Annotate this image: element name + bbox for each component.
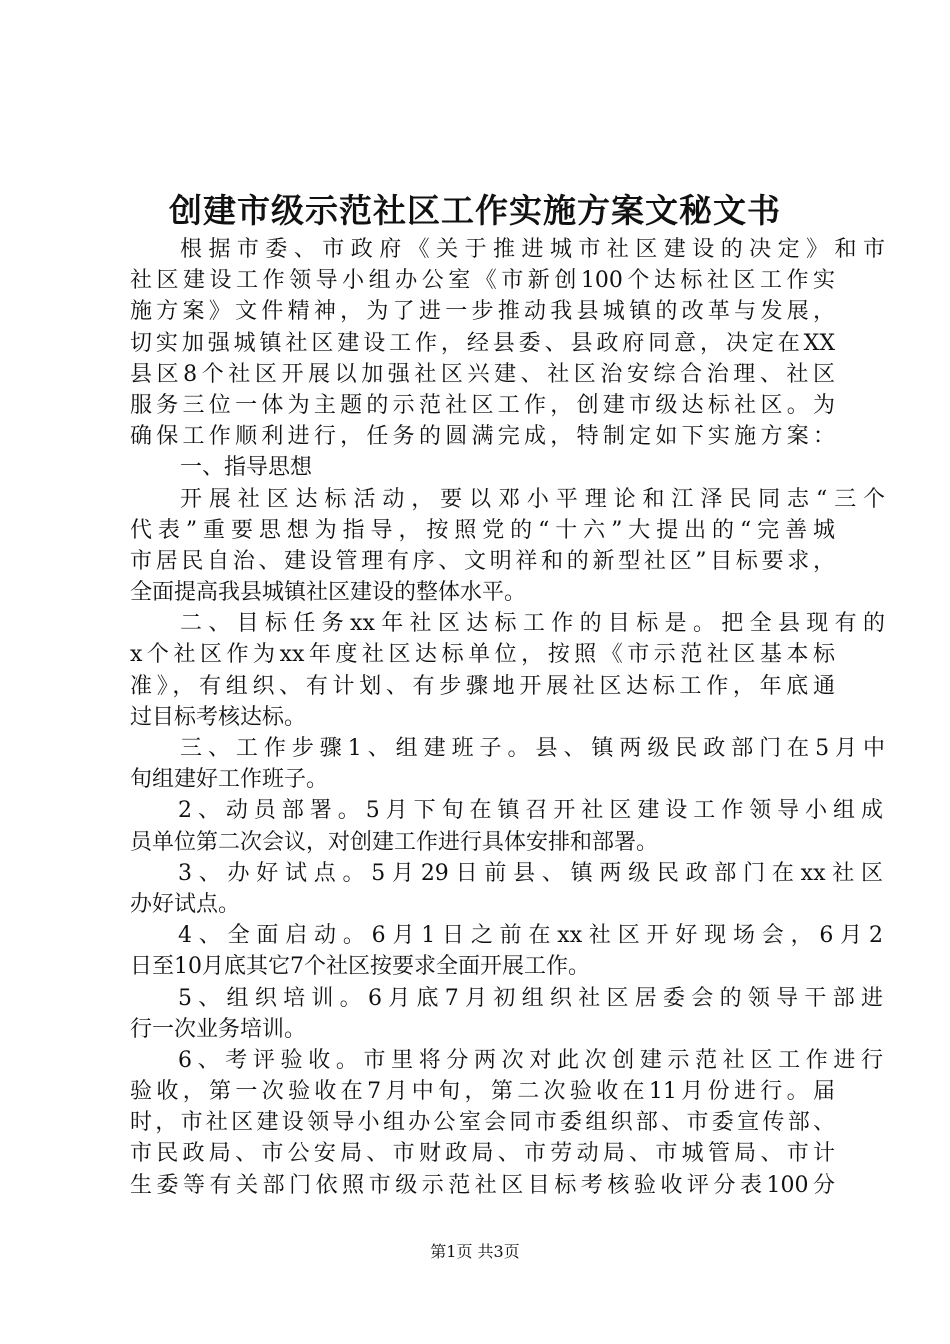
paragraph-line: 三、工作步骤1、组建班子。县、镇两级民政部门在5月中 <box>180 736 885 761</box>
paragraph-line: 6、考评验收。市里将分两次对此次创建示范社区工作进行 <box>178 1047 883 1073</box>
paragraph-line: 行一次业务培训。 <box>130 1016 307 1042</box>
paragraph-line: 确保工作顺利进行，任务的圆满完成，特制定如下实施方案： <box>130 424 835 450</box>
paragraph-line: 5、组织培训。6月底7月初组织社区居委会的领导干部进 <box>178 985 883 1011</box>
paragraph-line: 市居民自治、建设管理有序、文明祥和的新型社区”目标要求， <box>130 548 835 574</box>
paragraph-line: 时，市社区建设领导小组办公室会同市委组织部、市委宣传部、 <box>130 1110 835 1136</box>
paragraph-line: 切实加强城镇社区建设工作，经县委、县政府同意，决定在XX <box>130 330 835 356</box>
paragraph-line: x个社区作为xx年度社区达标单位，按照《市示范社区基本标 <box>130 642 835 668</box>
paragraph-line: 2、动员部署。5月下旬在镇召开社区建设工作领导小组成 <box>178 798 883 824</box>
paragraph-line: 3、办好试点。5月29日前县、镇两级民政部门在xx社区 <box>178 860 883 886</box>
page-number: 第1页 共3页 <box>430 1242 520 1261</box>
paragraph-line: 社区建设工作领导小组办公室《市新创100个达标社区工作实 <box>130 268 835 294</box>
paragraph-line: 二、目标任务xx年社区达标工作的目标是。把全县现有的 <box>180 611 885 637</box>
paragraph-line: 准》，有组织、有计划、有步骤地开展社区达标工作，年底通 <box>130 673 835 699</box>
paragraph-line: 过目标考核达标。 <box>130 704 307 730</box>
paragraph-line: 根据市委、市政府《关于推进城市社区建设的决定》和市 <box>180 237 885 262</box>
paragraph-line: 全面提高我县城镇社区建设的整体水平。 <box>130 580 527 606</box>
paragraph-line: 施方案》文件精神，为了进一步推动我县城镇的改革与发展， <box>130 299 835 325</box>
paragraph-line: 服务三位一体为主题的示范社区工作，创建市级达标社区。为 <box>130 392 835 418</box>
paragraph-line: 员单位第二次会议，对创建工作进行具体安排和部署。 <box>130 829 659 855</box>
document-title: 创建市级示范社区工作实施方案文秘文书 <box>169 191 781 230</box>
document-body <box>130 234 885 1201</box>
paragraph-line: 代表”重要思想为指导，按照党的“十六”大提出的“完善城 <box>130 517 835 543</box>
paragraph-line: 办好试点。 <box>130 891 241 917</box>
paragraph-line: 旬组建好工作班子。 <box>130 767 329 793</box>
paragraph-line: 验收，第一次验收在7月中旬，第二次验收在11月份进行。届 <box>130 1079 835 1105</box>
section-heading: 一、指导思想 <box>180 455 313 481</box>
paragraph-line: 开展社区达标活动，要以邓小平理论和江泽民同志“三个 <box>180 486 885 512</box>
paragraph-line: 4、全面启动。6月1日之前在xx社区开好现场会，6月2 <box>178 923 883 949</box>
paragraph-line: 市民政局、市公安局、市财政局、市劳动局、市城管局、市计 <box>130 1141 835 1167</box>
paragraph-line: 生委等有关部门依照市级示范社区目标考核验收评分表100分 <box>130 1172 835 1198</box>
paragraph-line: 县区8个社区开展以加强社区兴建、社区治安综合治理、社区 <box>130 361 835 387</box>
paragraph-line: 日至10月底其它7个社区按要求全面开展工作。 <box>130 954 590 980</box>
